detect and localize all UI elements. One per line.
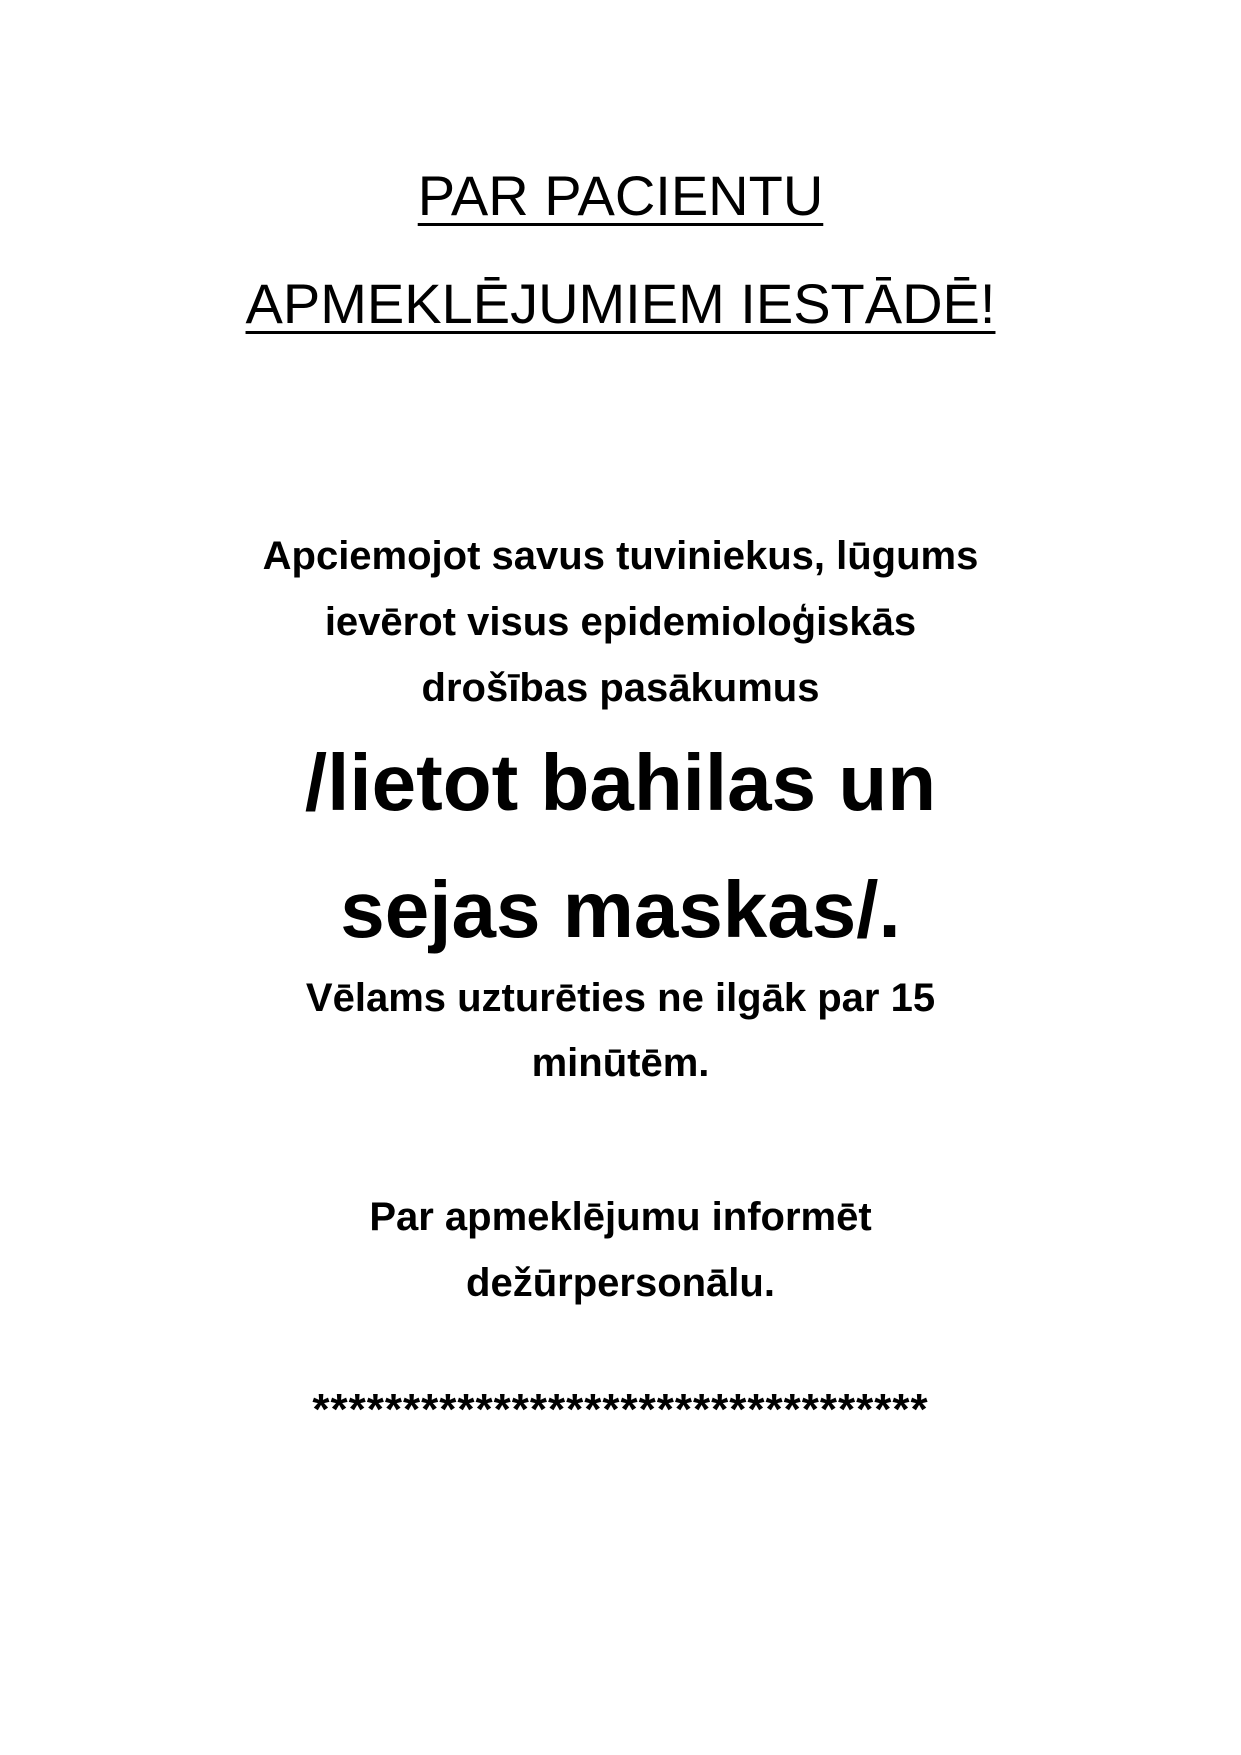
notice-title-line-1: PAR PACIENTU [417,164,824,227]
emphasis-line-1: /lietot bahilas un [304,738,937,827]
notice-title-line-2: APMEKLĒJUMIEM IESTĀDĒ! [245,272,996,335]
intro-line-3: drošības pasākumus [421,666,820,710]
emphasis-line-2: sejas maskas/. [340,865,901,954]
intro-line-1: Apciemojot savus tuviniekus, lūgums [262,534,979,578]
inform-line-2: dežūrpersonālu. [466,1261,775,1305]
asterisk-separator: ********************************** [312,1385,929,1434]
duration-line-2: minūtēm. [531,1041,710,1085]
intro-line-2: ievērot visus epidemioloģiskās [324,600,917,644]
inform-line-1: Par apmeklējumu informēt [369,1195,872,1239]
duration-line-1: Vēlams uzturēties ne ilgāk par 15 [305,976,936,1020]
